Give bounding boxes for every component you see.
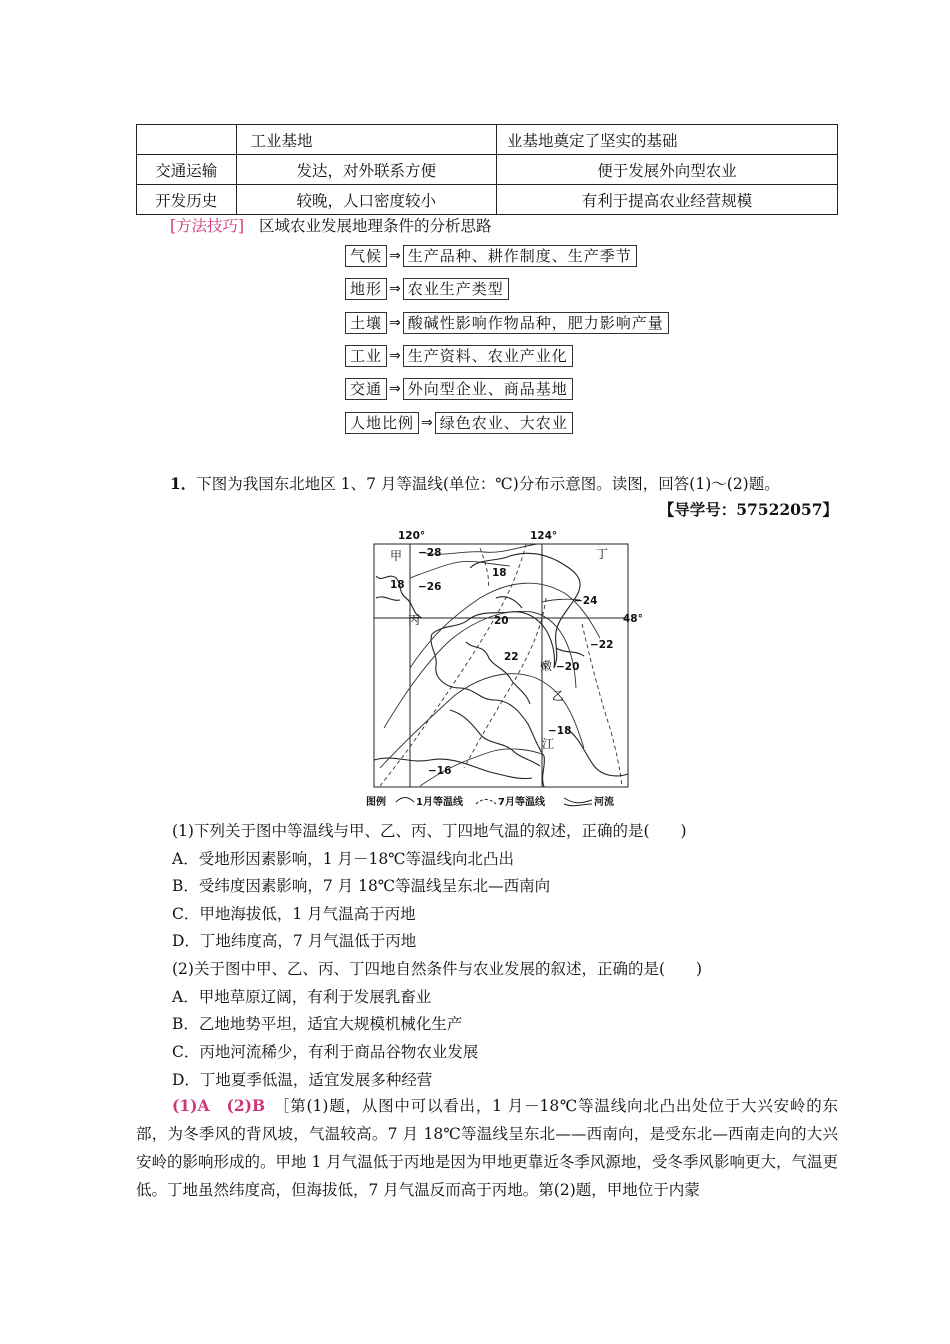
q1-option-a: A．受地形因素影响，1 月－18℃等温线向北凸出: [172, 850, 515, 868]
q2-option-b: B．乙地地势平坦，适宜大规模机械化生产: [172, 1015, 463, 1033]
table-cell: 交通运输: [137, 155, 237, 185]
method-tag: [方法技巧]: [170, 217, 245, 235]
flow-row-climate: [345, 245, 637, 267]
place-label-jiang: 江: [542, 737, 555, 751]
isotherm-label: −18: [548, 725, 572, 737]
flow-row-land-ratio: [345, 412, 573, 434]
table-cell: 有利于提高农业经营规模: [497, 185, 838, 215]
q2-option-c: C．丙地河流稀少，有利于商品谷物农业发展: [172, 1043, 479, 1061]
place-label-bing: 丙: [408, 613, 421, 627]
legend-river-label: 河流: [594, 797, 614, 808]
legend-jan-line: [396, 798, 414, 803]
place-label-jia: 甲: [390, 549, 403, 563]
isotherm-label: −24: [574, 595, 598, 607]
isotherm-label: 18: [390, 579, 405, 591]
flow-row-industry: [345, 345, 573, 367]
question-number: 1．: [170, 474, 197, 493]
flow-effect: 生产资料、农业产业化: [403, 345, 573, 367]
lon-label-124: 124°: [530, 530, 558, 542]
river: [496, 597, 522, 608]
legend-jul-label: 7月等温线: [498, 797, 545, 808]
isotherm-label: 18: [492, 567, 507, 579]
flow-effect: 绿色农业、大农业: [435, 412, 573, 434]
flow-factor: 人地比例: [345, 412, 419, 434]
place-label-nen: 嫩: [540, 659, 553, 673]
q1-option-c: C．甲地海拔低，1 月气温高于丙地: [172, 905, 416, 923]
isotherm-label: −26: [418, 581, 442, 593]
flow-factor: 交通: [345, 378, 387, 400]
table-cell: [137, 125, 237, 155]
jan-isotherm: [380, 674, 584, 768]
q1-stem: (1)下列关于图中等温线与甲、乙、丙、丁四地气温的叙述，正确的是( ): [172, 822, 687, 840]
arrow-icon: ⇒: [389, 381, 401, 397]
q1-option-b: B．受纬度因素影响，7 月 18℃等温线呈东北—西南向: [172, 877, 551, 895]
isotherm-label: −28: [418, 547, 442, 559]
place-label-ding: 丁: [596, 547, 609, 561]
legend-title: 图例: [366, 797, 386, 808]
question-stem: [170, 472, 780, 494]
question-text: 下图为我国东北地区 1、7 月等温线(单位：℃)分布示意图。读图，回答(1)～(2)题。: [196, 475, 780, 493]
arrow-icon: ⇒: [389, 315, 401, 331]
lon-label-120: 120°: [398, 530, 426, 542]
river: [374, 758, 532, 779]
legend-river-line: [564, 798, 592, 806]
flow-effect: 生产品种、耕作制度、生产季节: [403, 245, 637, 267]
flow-effect: 外向型企业、商品基地: [403, 378, 573, 400]
flow-factor: 气候: [345, 245, 387, 267]
table-cell: 开发历史: [137, 185, 237, 215]
table-cell: 便于发展外向型农业: [497, 155, 838, 185]
method-heading: [170, 214, 492, 236]
river: [466, 642, 530, 704]
flow-effect: 农业生产类型: [403, 278, 509, 300]
answer-paragraph: [136, 1092, 838, 1204]
isotherm-label: 22: [504, 651, 519, 663]
river: [554, 600, 574, 668]
q2-option-d: D．丁地夏季低温，适宜发展多种经营: [172, 1071, 433, 1089]
jul-isotherm: [480, 548, 489, 588]
river: [450, 710, 540, 766]
arrow-icon: ⇒: [389, 281, 401, 297]
method-title: 区域农业发展地理条件的分析思路: [259, 217, 492, 235]
isotherm-label: 20: [494, 615, 509, 627]
flow-factor: 土壤: [345, 312, 387, 334]
answer-text: ［第(1)题，从图中可以看出，1 月－18℃等温线向北凸出处位于大兴安岭的东部，为冬季风的背风坡，气温较高。7 月 18℃等温线呈东北——西南向，是受东北—西南走向的大兴安岭的影响形成的。甲地 1 月气温低于丙地是因为甲地更靠近冬季风源地，受冬季风影响更大，气温更低。丁地虽然纬度高，但海拔低，7 月气温反而高于丙地。第(2)题，甲地位于内蒙: [136, 1097, 838, 1199]
q2-option-a: A．甲地草原辽阔，有利于发展乳畜业: [172, 988, 432, 1006]
table-row: [137, 185, 838, 215]
flow-row-soil: [345, 312, 669, 334]
table-cell: 较晚，人口密度较小: [236, 185, 497, 215]
place-label-yi: 乙: [552, 689, 565, 703]
answer-label: (1)A (2)B: [172, 1096, 266, 1115]
flow-row-transport: [345, 378, 573, 400]
isotherm-label: −22: [590, 639, 614, 651]
legend-jul-line: [476, 800, 496, 805]
flow-effect: 酸碱性影响作物品种，肥力影响产量: [403, 312, 669, 334]
table-cell: 发达，对外联系方便: [236, 155, 497, 185]
isotherm-map: [366, 528, 643, 810]
arrow-icon: ⇒: [389, 248, 401, 264]
river: [376, 597, 400, 600]
table-cell: 工业基地: [236, 125, 497, 155]
jul-isotherms: [380, 544, 622, 787]
legend-jan-label: 1月等温线: [416, 797, 463, 808]
isotherm-label: −20: [556, 661, 580, 673]
q2-stem: (2)关于图中甲、乙、丙、丁四地自然条件与农业发展的叙述，正确的是( ): [172, 960, 703, 978]
arrow-icon: ⇒: [389, 348, 401, 364]
flow-factor: 工业: [345, 345, 387, 367]
map-legend: [366, 795, 614, 808]
river: [566, 728, 628, 776]
table-row: [137, 155, 838, 185]
table-row: [137, 125, 838, 155]
table-cell: 业基地奠定了坚实的基础: [497, 125, 838, 155]
arrow-icon: ⇒: [421, 415, 433, 431]
lat-label-48: 48°: [623, 613, 643, 625]
guide-number: 【导学号：57522057】: [658, 500, 838, 519]
flow-row-terrain: [345, 278, 509, 300]
isotherm-label: −16: [428, 765, 452, 777]
comparison-table: [136, 124, 838, 215]
flow-factor: 地形: [345, 278, 387, 300]
q1-option-d: D．丁地纬度高，7 月气温低于丙地: [172, 932, 417, 950]
